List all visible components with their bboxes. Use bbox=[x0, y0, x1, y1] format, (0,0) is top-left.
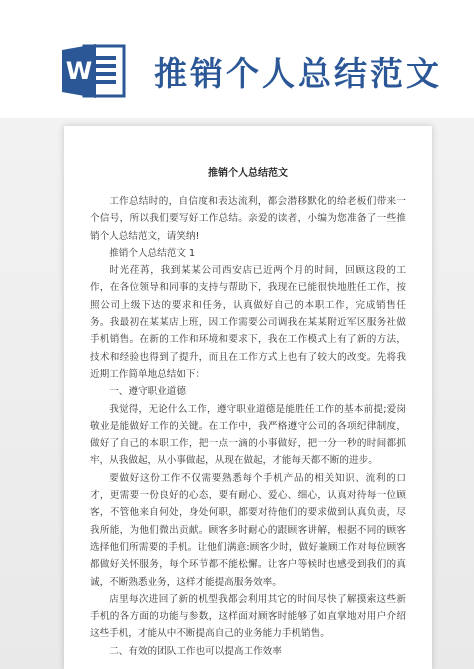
word-icon bbox=[62, 42, 126, 100]
header-banner bbox=[0, 0, 474, 118]
paragraph: 时光荏苒，我到某某公司西安店已近两个月的时间，回顾这段的工作，在各位领导和同事的支持与帮助下，我现在已能很快地胜任工作，按照公司上级下达的要求和任务，认真做好自己的本职工作，完成销售任务。我最初在某某店上班，因工作需要公司调我在某某附近军区服务社做手机销售。在新的工作和环境和要求下，我在工作模式上有了新的方法，技术和经验也得到了提升，而且在工作方式上也有了较大的改变。先将我近期工作简单地总结如下： bbox=[90, 265, 406, 380]
paragraph: 店里每次进回了新的机型我都会利用其它的时间尽快了解摸索这些新手机的各方面的功能与参数，这样面对顾客时能够了如直掌地对用户介绍这些手机，才能从中不断提高自己的业务能力手机销售。 bbox=[90, 593, 406, 640]
paragraph: 要做好这份工作不仅需要熟悉每个手机产品的相关知识、流利的口才，更需要一份良好的心态，要有耐心、爱心、细心，认真对待每一位顾客，不管他来自何处，身处何职，都要对待他们的要求做到认真负责，尽我所能，为他们微出贡献。顾客多时耐心的跟顾客讲解，根据不同的顾客选择他们所需要的手机。让他们满意:顾客少时，做好兼顾工作对每位顾客都做好关怀服务，每个环节都不能松懈。让客户等候时也感受到我们的真诚，不断熟悉业务，这样才能提高服务效率。 bbox=[90, 472, 406, 588]
section-heading: 推销个人总结范文 1 bbox=[109, 247, 196, 259]
document-page bbox=[64, 126, 432, 669]
document-title: 推销个人总结范文 bbox=[208, 168, 288, 179]
document-body bbox=[90, 193, 406, 660]
svg-text:W: W bbox=[65, 57, 93, 85]
header-title: 推销个人总结范文 bbox=[154, 54, 442, 93]
section-heading: 二、有效的团队工作也可以提高工作效率 bbox=[109, 645, 282, 657]
paragraph: 我觉得，无论什么工作，遵守职业道德是能胜任工作的基本前提;爱岗敬业是能做好工作的关键。在工作中，我严格遵守公司的各项纪律制度，做好了自己的本职工作，把一点一滴的小事做好，把一分一秒的时间都抓牢，从我做起，从小事做起，从现在做起，才能每天都不断的进步。 bbox=[90, 403, 406, 467]
paragraph-intro: 工作总结时的，自信度和表达流利，都会潜移默化的给老板们带来一个信号，所以我们要写好工作总结。亲爱的读者，小编为您准备了一些推销个人总结范文，请笑纳! bbox=[90, 196, 406, 242]
section-heading: 一、遵守职业道德 bbox=[109, 386, 186, 398]
